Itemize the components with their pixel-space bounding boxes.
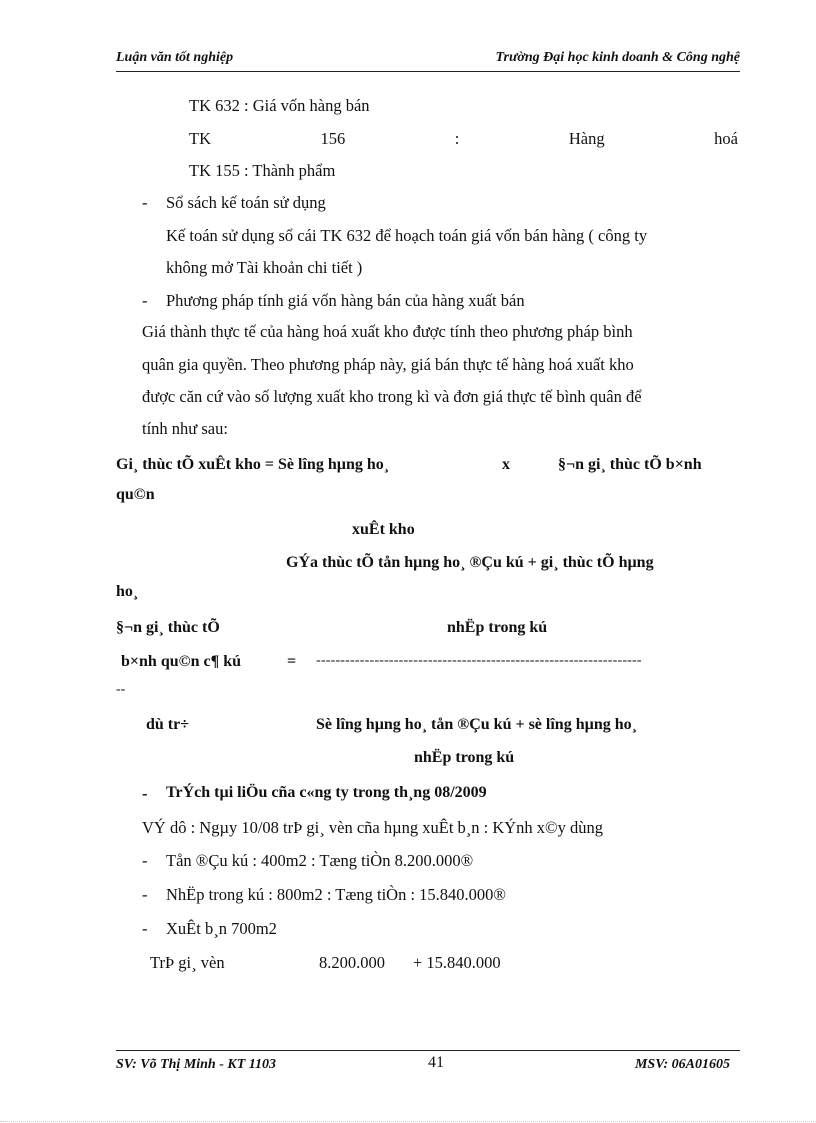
para-method-4: tính như sau:: [142, 419, 228, 438]
header-rule: [116, 71, 740, 72]
formula-numerator-1: GÝa thùc tÕ tån hµng ho¸ ®Çu kú + gi¸ thùc tÕ hµng: [286, 554, 654, 571]
para-ledger-2: không mở Tài khoản chi tiết ): [166, 258, 363, 277]
account-155: TK 155 : Thành phẩm: [189, 161, 336, 180]
formula-equals: =: [287, 653, 297, 670]
footer-student-id: MSV: 06A01605: [634, 1057, 730, 1072]
bullet-dash: -: [142, 919, 148, 938]
formula-line-1c: qu©n: [116, 486, 155, 503]
example-cost-opening: 8.200.000: [319, 953, 385, 972]
account-156-line: [189, 129, 738, 149]
formula-line-1b: §¬n gi¸ thùc tÕ b×nh: [558, 456, 702, 473]
w-hoa: hoá: [714, 129, 738, 148]
bullet-method: Phương pháp tính giá vốn hàng bán của hàng xuất bán: [166, 291, 525, 310]
bullet-dash: -: [142, 193, 148, 212]
account-632: TK 632 : Giá vốn hàng bán: [189, 96, 370, 115]
example-opening: Tån ®Çu kú : 400m2 : Tæng tiÒn 8.200.000®: [166, 851, 474, 870]
example-import: NhËp trong kú : 800m2 : Tæng tiÒn : 15.840.000®: [166, 885, 506, 904]
bullet-dash: -: [142, 851, 148, 870]
w-156: 156: [320, 129, 346, 148]
formula-reserve: dù tr÷: [146, 716, 190, 733]
w-colon: :: [454, 129, 460, 148]
para-method-3: được căn cứ vào số lượng xuất kho trong kì và đơn giá thực tế bình quân để: [142, 387, 642, 406]
example-sold: XuÊt b¸n 700m2: [166, 919, 277, 938]
footer-rule: [116, 1050, 740, 1051]
header-left: Luận văn tốt nghiệp: [116, 50, 234, 65]
formula-avg-label: b×nh qu©n c¶ kú: [121, 653, 241, 670]
para-ledger-1: Kế toán sử dụng sổ cái TK 632 để hoạch toán giá vốn bán hàng ( công ty: [166, 226, 648, 245]
bullet-dash: -: [142, 291, 148, 310]
example-heading: TrÝch tµi liÖu cña c«ng ty trong th¸ng 08/2009: [166, 784, 487, 801]
footer-student: SV: Võ Thị Minh - KT 1103: [116, 1057, 277, 1072]
w-tk: TK: [189, 129, 211, 148]
w-hang: Hàng: [568, 129, 605, 148]
page-edge: [0, 1121, 816, 1122]
para-method-1: Giá thành thực tế của hàng hoá xuất kho được tính theo phương pháp bình: [142, 322, 633, 341]
example-line-1: VÝ dô : Ngµy 10/08 trÞ gi¸ vèn cña hµng xuÊt b¸n : KÝnh x©y dùng: [142, 818, 603, 837]
formula-import: nhËp trong kú: [447, 619, 548, 636]
example-cost-label: TrÞ gi¸ vèn: [150, 953, 225, 972]
formula-denominator-2: nhËp trong kú: [414, 749, 515, 766]
formula-numerator-2: ho¸: [116, 583, 139, 600]
header-right: Trường Đại học kinh doanh & Công nghệ: [495, 50, 740, 65]
bullet-dash: -: [142, 784, 148, 803]
formula-fraction-line-wrap: --: [116, 682, 126, 697]
bullet-dash: -: [142, 885, 148, 904]
formula-denominator-1: Sè lîng hµng ho¸ tån ®Çu kú + sè lîng hµng ho¸: [316, 716, 637, 733]
example-cost-import: + 15.840.000: [413, 953, 501, 972]
formula-fraction-line: -------------------------------------------------------------------: [316, 653, 642, 668]
bullet-books: Sổ sách kế toán sử dụng: [166, 193, 326, 212]
formula-xuat-kho: xuÊt kho: [352, 521, 415, 538]
formula-line-1a: Gi¸ thùc tÕ xuÊt kho = Sè lîng hµng ho¸: [116, 456, 390, 473]
formula-unit-price: §¬n gi¸ thùc tÕ: [116, 619, 220, 636]
formula-line-1x: x: [502, 456, 510, 473]
page-number: 41: [428, 1054, 444, 1071]
para-method-2: quân gia quyền. Theo phương pháp này, giá bán thực tế hàng hoá xuất kho: [142, 355, 634, 374]
